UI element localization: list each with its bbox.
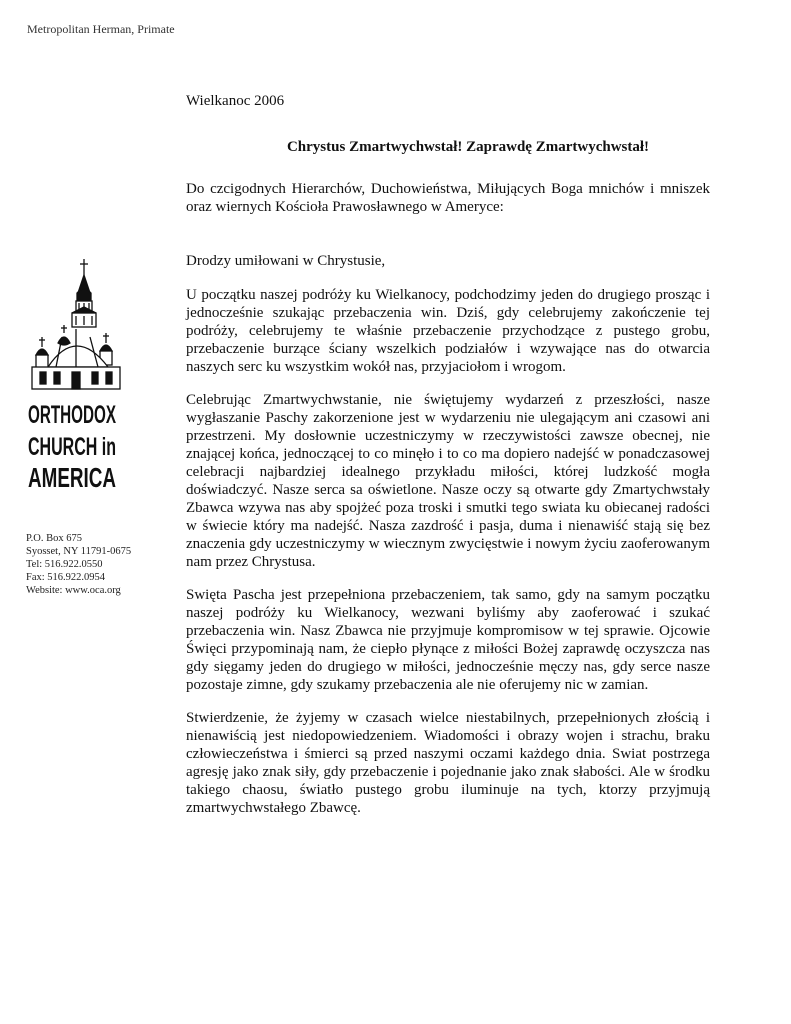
letter-date: Wielkanoc 2006 (186, 93, 285, 109)
letter-addressee: Do czcigodnych Hierarchów, Duchowieństwa, Miłujących Boga mnichów i mniszek oraz wiernych Kościoła Prawosławnego w Ameryce: (186, 181, 710, 215)
contact-city: Syosset, NY 11791-0675 (26, 546, 132, 557)
logo-line-orthodox: ORTHODOX (28, 401, 117, 429)
contact-tel: Tel: 516.922.0550 (26, 559, 103, 570)
letter-body (186, 92, 710, 832)
letter-paragraph: Stwierdzenie, że żyjemy w czasach wielce niestabilnych, przepełnionych złością i nienawiścią jest niedopowiedzeniem. Wiadomości i obrazy wojen i strachu, braku człowieczeństwa i śmierci są przed naszymi oczami każdego dnia. Swiat postrzega agresję jako znak siły, gdy przebaczenie i pojednanie jako znak słabości. Ale w środku takiego chaosu, światło pustego grobu iluminuje na tych, ktorzy przyjmują zmartwychwstałego Zbawcę. (186, 710, 710, 816)
author-header: Metropolitan Herman, Primate (27, 22, 175, 36)
logo-line-church: CHURCH in (28, 433, 116, 461)
letter-salutation: Drodzy umiłowani w Chrystusie, (186, 253, 386, 269)
letter-paragraph: Swięta Pascha jest przepełniona przebaczeniem, tak samo, gdy na samym początku naszej podróży ku Wielkanocy, wezwani byliśmy aby zaoferować i szukać przebaczenia win. Nasz Zbawca nie przyjmuje kompromisow w tej sprawie. Ojcowie Święci przypominają nam, że ciepło płynące z miłości Bożej zaprawdę oczyszcza nas gdy sięgamy jeden do drugiego w miłości, jednocześnie męczy nas, gdy serce nasze pozostaje zimne, gdy szukamy przebaczenia ale nie oferujemy nic w zamian. (186, 587, 710, 693)
letter-title: Chrystus Zmartwychwstał! Zaprawdę Zmartwychwstał! (286, 139, 650, 155)
letter-paragraph: Celebrując Zmartwychwstanie, nie świętujemy wydarzeń z przeszłości, nasze wygłaszanie Paschy zakorzenione jest w wydarzeniu nie ulegającym ani czasowi ani przestrzeni. My dosłownie uczestniczymy w rzeczywistości zawsze obecnej, nie znającej końca, jednoczącej to co minęło i to co ma dopiero nadejść w ponadczasowej celebracji najbardziej idealnego przykładu miłości, której ludzkość mogła doświadczyć. Nasze serca sa oświetlone. Nasze oczy są otwarte gdy Zmartychwstały Zbawca wzywa nas aby spojżeć poza troski i smutki tego swiata ku obiecanej radości w świecie który ma nadejść. Nasza zazdrość i pasja, duma i nienawiść stają się bez znaczenia gdy uczestniczymy w wiecznym zwycięstwie i nowym życiu zaoferowanym nam przez Chrystusa. (186, 392, 710, 570)
contact-fax: Fax: 516.922.0954 (26, 572, 106, 583)
sidebar (26, 255, 166, 500)
contact-website: Website: www.oca.org (26, 585, 121, 596)
logo-line-america: AMERICA (28, 462, 116, 493)
church-logo (26, 255, 126, 500)
letter-paragraph: U początku naszej podróży ku Wielkanocy, podchodzimy jeden do drugiego prosząc i jednocześnie szukając przebaczenia win. Dziś, gdy celebrujemy zakończenie tej podróży, celebrujemy te właśnie przebaczenie przychodzące z pustego grobu, przebaczenie burzące ściany wszelkich podziałów i wzywające nas do otwarcia naszych serc ku wszystkim wokół nas, przyjaciołom i wrogom. (186, 287, 710, 375)
contact-po-box: P.O. Box 675 (26, 533, 83, 544)
church-drawing-icon (32, 259, 120, 389)
contact-block (26, 532, 176, 597)
